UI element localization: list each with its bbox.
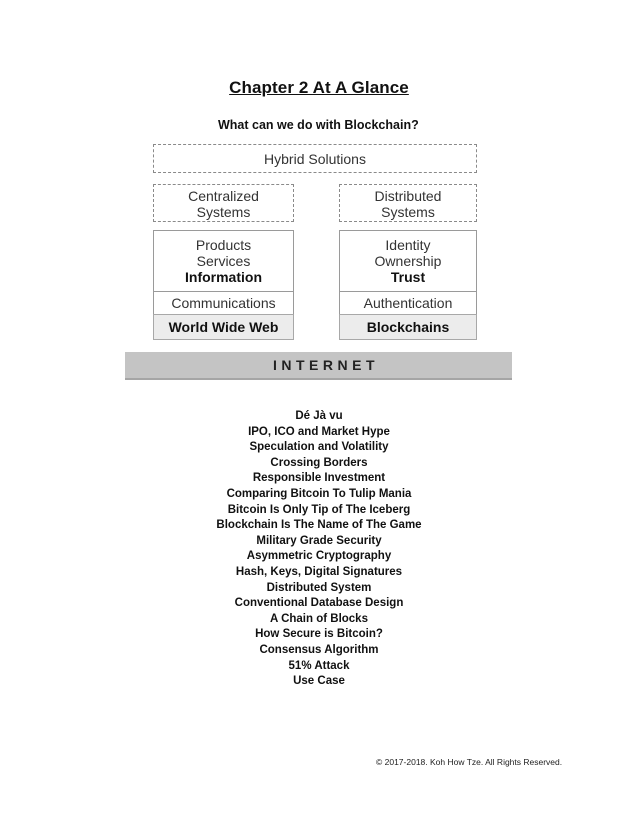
trust-label: Trust [390, 269, 426, 285]
communications-label: Communications [171, 295, 276, 311]
centralized-label-line1: Centralized [188, 188, 259, 204]
topic-item: Military Grade Security [256, 534, 382, 547]
blockchains-box [339, 314, 477, 340]
chapter-subtitle: What can we do with Blockchain? [218, 118, 419, 132]
hybrid-solutions-label: Hybrid Solutions [264, 150, 366, 167]
topic-item: A Chain of Blocks [270, 612, 368, 625]
authentication-label: Authentication [363, 295, 453, 311]
topic-item: Asymmetric Cryptography [246, 550, 392, 563]
topic-item: Blockchain Is The Name of The Game [216, 519, 422, 532]
services-label: Services [196, 253, 251, 269]
chapter-title: Chapter 2 At A Glance [229, 78, 409, 97]
topic-item: Crossing Borders [270, 456, 368, 469]
topic-item: Bitcoin Is Only Tip of The Iceberg [227, 503, 411, 516]
internet-label: INTERNET [273, 357, 379, 373]
hybrid-solutions-box [153, 144, 477, 173]
topic-item: IPO, ICO and Market Hype [248, 425, 390, 438]
topic-item: Dé Jà vu [295, 410, 343, 422]
ownership-label: Ownership [374, 253, 442, 269]
authentication-box [339, 291, 477, 315]
products-services-box [153, 230, 294, 292]
world-wide-web-label: World Wide Web [168, 319, 279, 335]
topic-item: Consensus Algorithm [259, 643, 379, 656]
topic-item: Distributed System [266, 581, 372, 594]
centralized-systems-box [153, 184, 294, 222]
identity-label: Identity [385, 237, 431, 253]
topic-item: Speculation and Volatility [249, 441, 389, 454]
topics-list [0, 409, 638, 690]
information-label: Information [185, 269, 262, 285]
internet-bar [125, 352, 512, 380]
distributed-label-line2: Systems [381, 204, 435, 220]
distributed-systems-box [339, 184, 477, 222]
topic-item: Hash, Keys, Digital Signatures [235, 565, 403, 578]
topic-item: Responsible Investment [252, 472, 386, 485]
distributed-label-line1: Distributed [374, 188, 442, 204]
identity-ownership-box [339, 230, 477, 292]
products-label: Products [195, 237, 252, 253]
centralized-label-line2: Systems [196, 204, 251, 220]
blockchains-label: Blockchains [366, 319, 450, 335]
topic-item: Conventional Database Design [234, 597, 404, 610]
world-wide-web-box [153, 314, 294, 340]
communications-box [153, 291, 294, 315]
topic-item: Use Case [293, 675, 345, 688]
topic-item: 51% Attack [288, 659, 350, 672]
topic-item: How Secure is Bitcoin? [255, 628, 383, 641]
topic-item: Comparing Bitcoin To Tulip Mania [226, 487, 412, 500]
copyright-footer: © 2017-2018. Koh How Tze. All Rights Reserved. [376, 757, 563, 767]
